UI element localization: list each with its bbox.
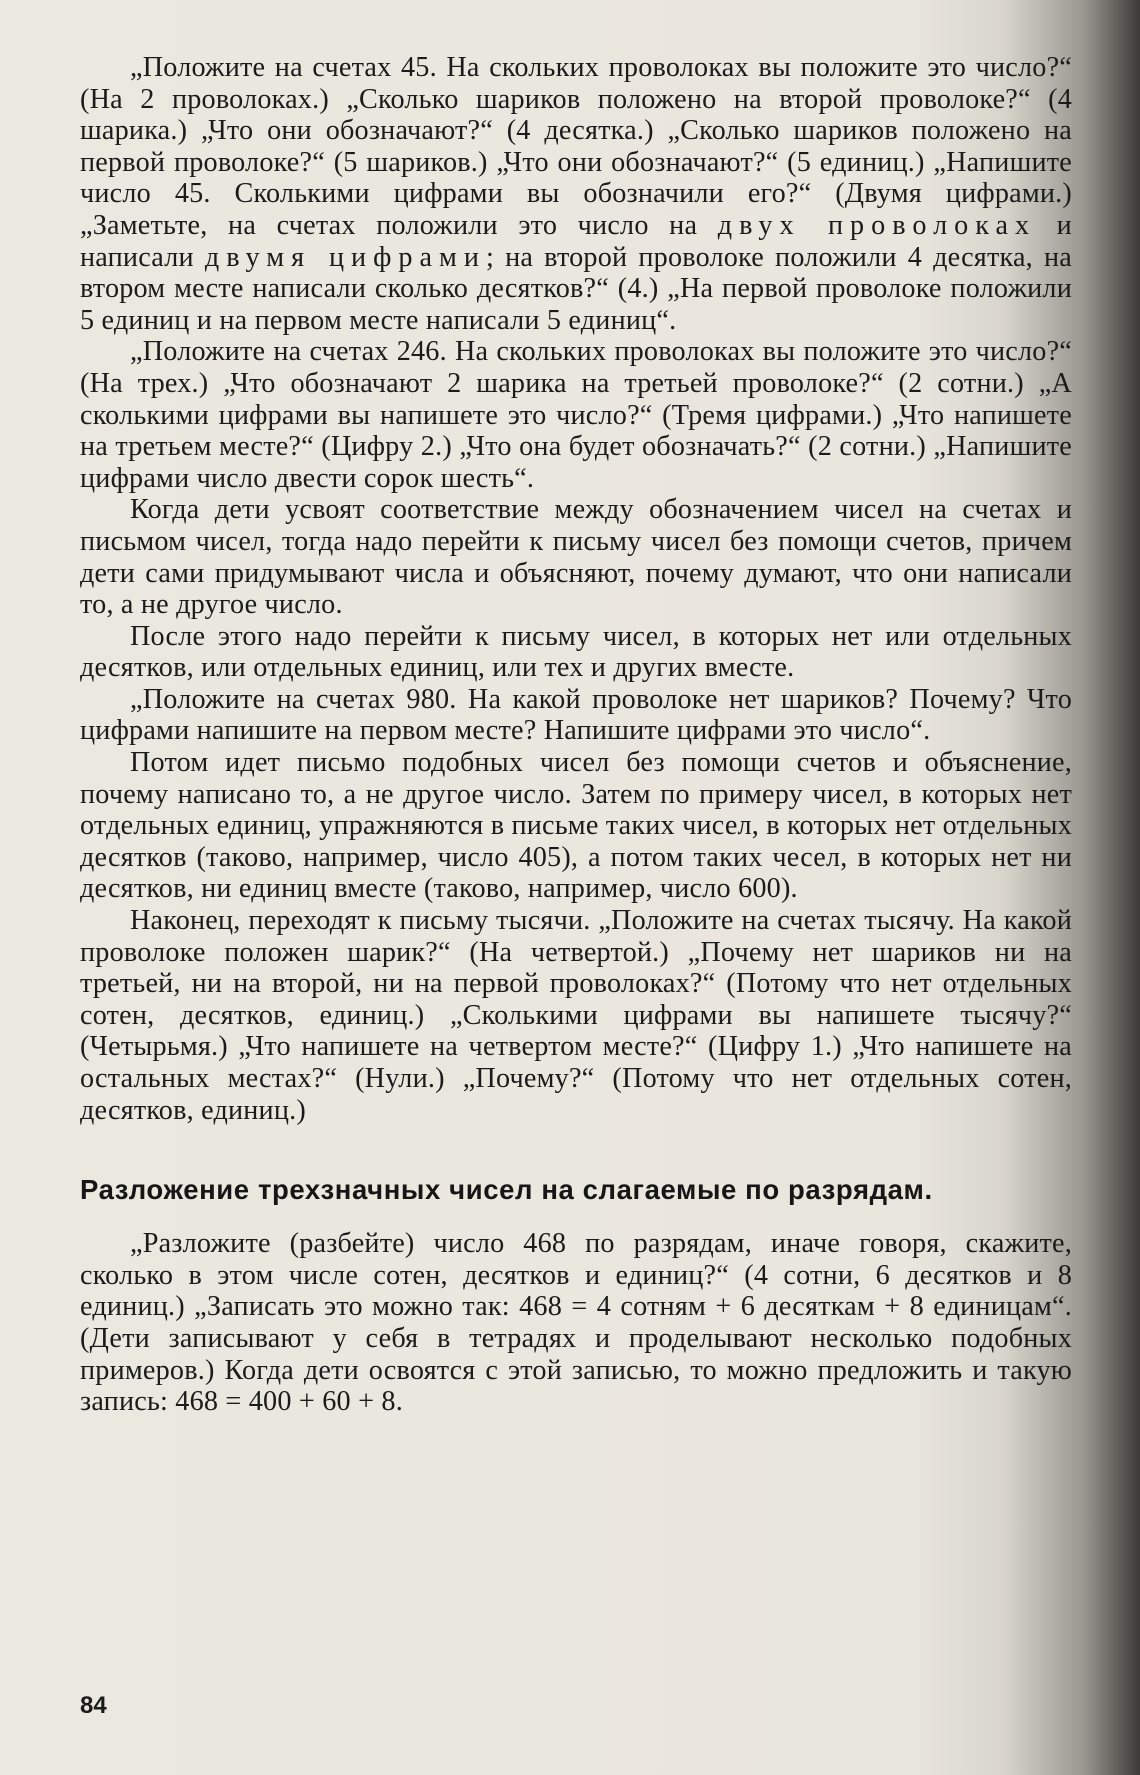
paragraph-2: „Положите на счетах 246. На скольких проволоках вы положите это число?“ (На трех.) „Что обозначают 2 шарика на третьей проволоке?“ (2 сотни.) „А сколькими цифрами вы напишете это число?“ (Тремя цифрами.) „Что напишете на третьем месте?“ (Цифру 2.) „Что она будет обозначать?“ (2 сотни.) „Напишите цифрами число двести сорок шесть“. (80, 336, 1072, 494)
paragraph-3: Когда дети усвоят соответствие между обозначением чисел на счетах и письмом чисел, тогда надо перейти к письму чисел без помощи счетов, причем дети сами придумывают числа и объясняют, почему думают, что они написали то, а не другое число. (80, 494, 1072, 621)
page-number: 84 (80, 1692, 107, 1719)
paragraph-1-emphasis-2: двумя цифрами (204, 241, 486, 273)
paragraph-6: Потом идет письмо подобных чисел без помощи счетов и объяснение, почему написано то, а не другое число. Затем по примеру чисел, в которых нет отдельных единиц, упражняются в письме таких чисел, в которых нет отдельных десятков (таково, например, число 405), а потом таких чесел, в которых нет ни десятков, ни единиц вместе (таково, например, число 600). (80, 747, 1072, 905)
paragraph-5: „Положите на счетах 980. На какой проволоке нет шариков? Почему? Что цифрами напишите на первом месте? Напишите цифрами это число“. (80, 683, 1072, 747)
paragraph-7: Наконец, переходят к письму тысячи. „Положите на счетах тысячу. На какой проволоке положен шарик?“ (На четвертой.) „Почему нет шариков ни на третьей, ни на второй, ни на первой проволоках?“ (Потому что нет отдельных сотен, десятков, единиц.) „Сколькими цифрами вы напишете тысячу?“ (Четырьмя.) „Что напишете на четвертом месте?“ (Цифру 1.) „Что напишете на остальных местах?“ (Нули.) „Почему?“ (Потому что нет отдельных сотен, десятков, единиц.) (80, 905, 1072, 1126)
paragraph-1-emphasis-1: двух проволоках (717, 209, 1037, 241)
paragraph-1 (80, 52, 1072, 336)
paragraph-1-before: „Положите на счетах 45. На скольких проволоках вы положите это число?“ (На 2 проволоках.) „Сколько шариков положено на второй проволоке?“ (4 шарика.) „Что они обозначают?“ (4 десятка.) „Сколько шариков положено на первой проволоке?“ (5 шариков.) „Что они обозначают?“ (5 единиц.) „Напишите число 45. Сколькими цифрами вы обозначили его?“ (Двумя цифрами.) „Заметьте, на счетах положили это число на (80, 52, 1072, 241)
section-heading: Разложение трехзначных чисел на слагаемые по разрядам. (80, 1174, 933, 1206)
paragraph-1-after: ; на второй проволоке положили 4 десятка, на втором месте написали сколько десятков?“ (4.) „На первой проволоке положили 5 единиц и на первом месте написали 5 единиц“. (80, 241, 1072, 336)
paragraph-1-middle: и написали (80, 209, 1072, 273)
paragraph-4: После этого надо перейти к письму чисел, в которых нет или отдельных десятков, или отдельных единиц, или тех и других вместе. (80, 620, 1072, 684)
paragraph-8: „Разложите (разбейте) число 468 по разрядам, иначе говоря, скажите, сколько в этом числе сотен, десятков и единиц?“ (4 сотни, 6 десятков и 8 единиц.) „Записать это можно так: 468 = 4 сотням + 6 десяткам + 8 единицам“. (Дети записывают у себя в тетрадях и проделывают несколько подобных примеров.) Когда дети освоятся с этой записью, то можно предложить и такую запись: 468 = 400 + 60 + 8. (80, 1228, 1072, 1418)
text-column (80, 52, 1072, 1418)
